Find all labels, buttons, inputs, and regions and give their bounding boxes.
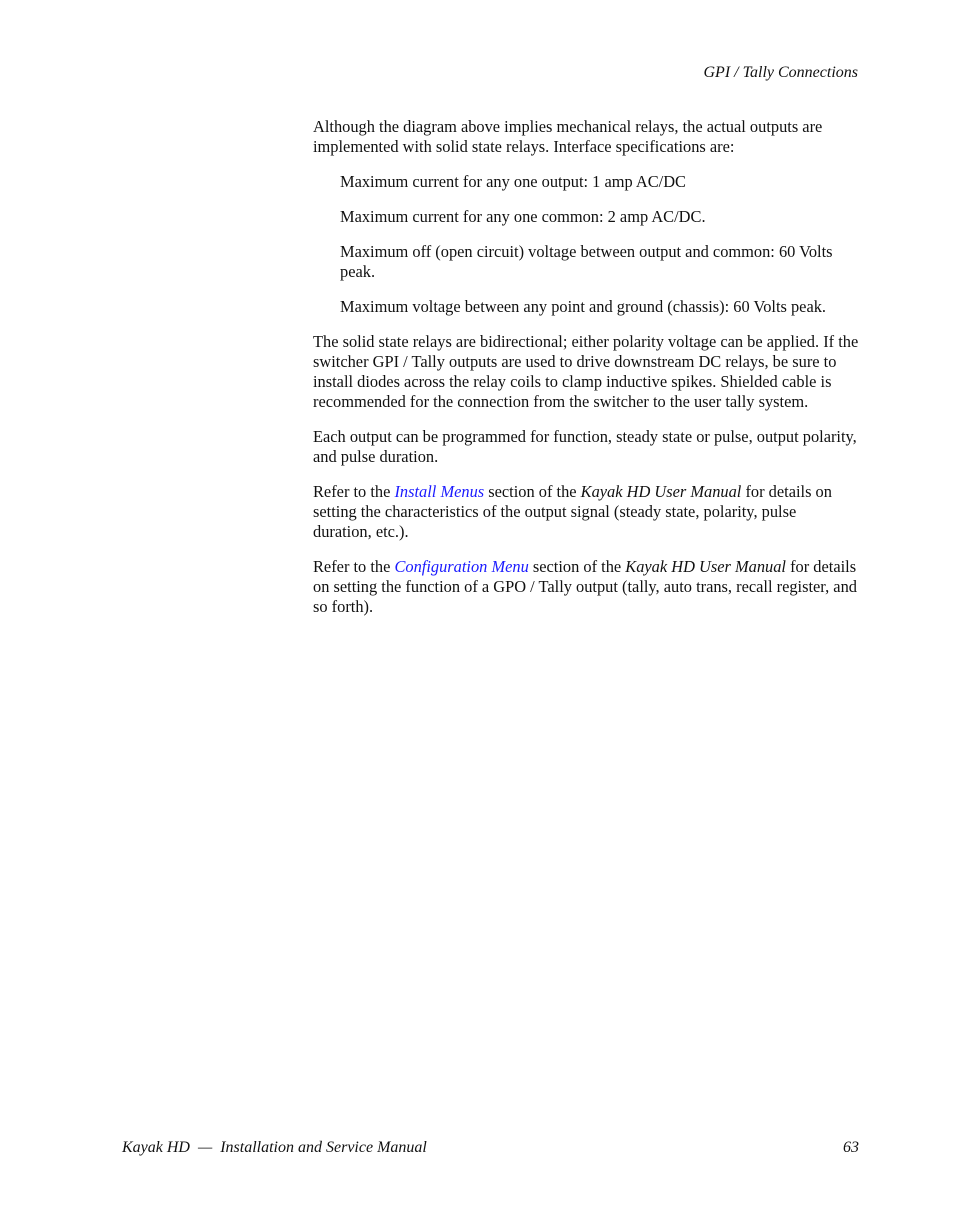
install-menus-paragraph xyxy=(313,482,859,542)
configuration-menu-paragraph xyxy=(313,557,859,617)
install-ref-prefix: Refer to the xyxy=(313,482,395,501)
spec-output-current: Maximum current for any one output: 1 amp AC/DC xyxy=(340,172,686,191)
install-menus-link[interactable]: Install Menus xyxy=(394,482,485,501)
install-ref-manual-title: Kayak HD User Manual xyxy=(580,482,742,501)
footer-page-number: 63 xyxy=(843,1139,859,1156)
running-header-title: GPI / Tally Connections xyxy=(703,64,858,81)
footer-manual-title: Kayak HD — Installation and Service Manual xyxy=(122,1139,427,1156)
page-footer xyxy=(122,1137,859,1159)
page-body xyxy=(313,117,859,632)
spec-off-voltage: Maximum off (open circuit) voltage between output and common: 60 Volts peak. xyxy=(340,242,833,281)
bidirectional-paragraph: The solid state relays are bidirectional; either polarity voltage can be applied. If the switcher GPI / Tally outputs are used to drive downstream DC relays, be sure to install diodes across the relay coils to clamp inductive spikes. Shielded cable is recommended for the connection from the switcher to the user tally system. xyxy=(313,332,859,411)
config-ref-manual-title: Kayak HD User Manual xyxy=(625,557,786,576)
programming-paragraph: Each output can be programmed for function, steady state or pulse, output polarity, and pulse duration. xyxy=(313,427,857,466)
config-ref-middle: section of the xyxy=(528,557,626,576)
install-ref-middle: section of the xyxy=(484,482,581,501)
config-ref-suffix: for details on setting the function of a GPO / Tally output (tally, auto trans, recall register, and so forth). xyxy=(313,557,857,616)
spec-ground-voltage: Maximum voltage between any point and ground (chassis): 60 Volts peak. xyxy=(340,297,827,316)
intro-paragraph: Although the diagram above implies mechanical relays, the actual outputs are implemented with solid state relays. Interface specifications are: xyxy=(313,117,823,156)
install-ref-suffix: for details on setting the characteristics of the output signal (steady state, polarity, pulse duration, etc.). xyxy=(313,482,832,541)
configuration-menu-link[interactable]: Configuration Menu xyxy=(394,557,529,576)
spec-common-current: Maximum current for any one common: 2 amp AC/DC. xyxy=(340,207,706,226)
config-ref-prefix: Refer to the xyxy=(313,557,395,576)
